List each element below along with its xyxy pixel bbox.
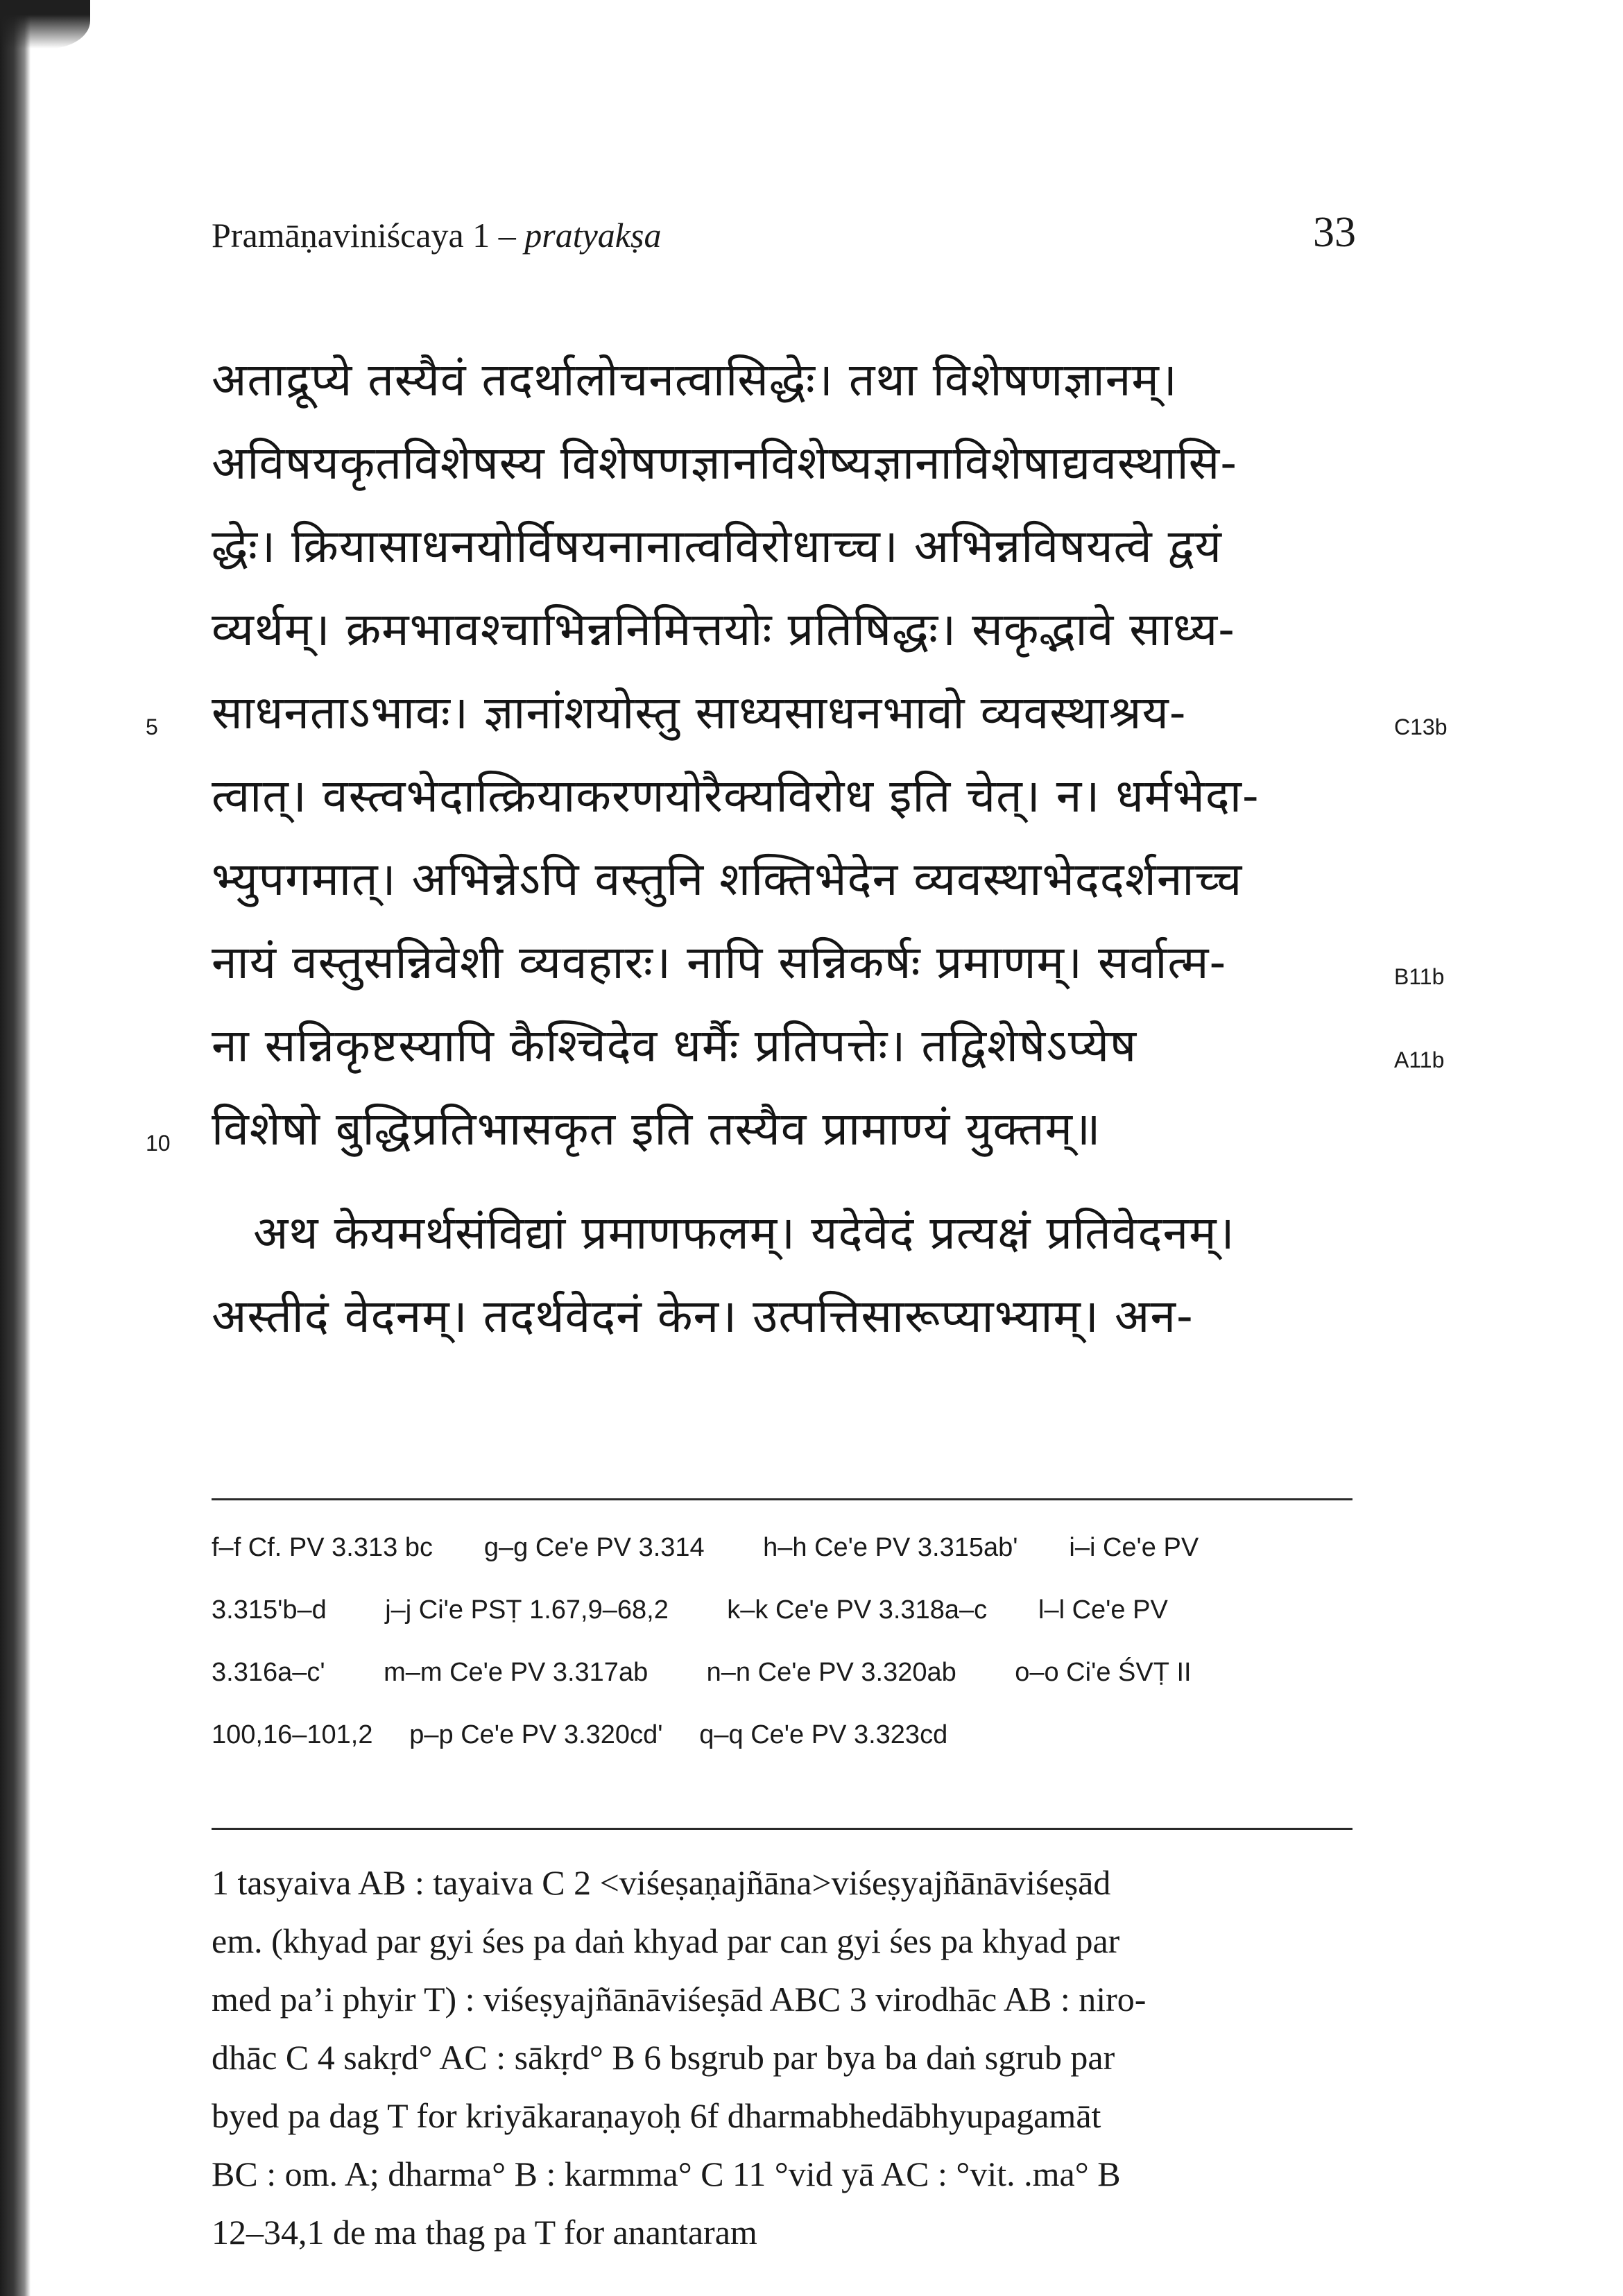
apparatus-line bbox=[212, 1658, 1356, 1720]
apparatus-text: 3.315'b–d j–j Ci'e PSṬ 1.67,9–68,2 k–k Ce'e PV 3.318a–c l–l Ce'e PV bbox=[212, 1595, 1168, 1625]
apparatus-line bbox=[212, 1720, 1356, 1783]
note-text: 12–34,1 de ma thag pa T for anantaram bbox=[212, 2213, 757, 2252]
apparatus-line bbox=[212, 1533, 1356, 1595]
note-line bbox=[212, 2096, 1356, 2154]
line-number: 5 bbox=[146, 714, 158, 739]
note-text: BC : om. A; dharma° B : karmma° C 11 °vid yā AC : °vit. .ma° B bbox=[212, 2154, 1121, 2193]
manuscript-folio-marker: B11b bbox=[1394, 964, 1445, 989]
note-line bbox=[212, 1979, 1356, 2037]
running-head bbox=[212, 208, 1356, 271]
manuscript-folio-marker: C13b bbox=[1394, 714, 1448, 739]
text-line bbox=[212, 347, 1349, 430]
critical-notes bbox=[212, 1862, 1356, 2270]
title-italic: pratyakṣa bbox=[524, 216, 662, 255]
scan-binding-edge bbox=[0, 0, 31, 2296]
text-line bbox=[212, 1200, 1349, 1283]
apparatus-text: 3.316a–c' m–m Ce'e PV 3.317ab n–n Ce'e PV 3.320ab o–o Ci'e ŚVṬ II bbox=[212, 1658, 1192, 1687]
text-line bbox=[212, 763, 1349, 846]
line-number: 10 bbox=[146, 1131, 171, 1156]
text-line bbox=[212, 1096, 1349, 1179]
apparatus-text: 100,16–101,2 p–p Ce'e PV 3.320cd' q–q Ce'e PV 3.323cd bbox=[212, 1720, 948, 1749]
note-text: dhāc C 4 sakṛd° AC : sākṛd° B 6 bsgrub par bya ba daṅ sgrub par bbox=[212, 2038, 1115, 2077]
note-line bbox=[212, 2154, 1356, 2212]
text-line bbox=[212, 513, 1349, 597]
note-text: em. (khyad par gyi śes pa daṅ khyad par can gyi śes pa khyad par bbox=[212, 1921, 1120, 1960]
devanagari-line: भ्युपगमात्। अभिन्नेऽपि वस्तुनि शक्तिभेदेन व्यवस्थाभेददर्शनाच्च bbox=[212, 853, 1243, 906]
devanagari-line: अताद्रूप्ये तस्यैवं तदर्थालोचनत्वासिद्धेः। तथा विशेषणज्ञानम्। bbox=[212, 353, 1178, 406]
page-number: 33 bbox=[1313, 209, 1356, 256]
devanagari-line: त्वात्। वस्त्वभेदात्क्रियाकरणयोरैक्यविरोध इति चेत्। न। धर्मभेदा- bbox=[212, 769, 1260, 823]
text-line bbox=[212, 430, 1349, 513]
devanagari-line: द्धेः। क्रियासाधनयोर्विषयनानात्वविरोधाच्च। अभिन्नविषयत्वे द्वयं bbox=[212, 520, 1222, 573]
testimonia-apparatus bbox=[212, 1533, 1356, 1783]
manuscript-folio-marker: A11b bbox=[1394, 1047, 1445, 1072]
text-line bbox=[212, 1013, 1349, 1096]
apparatus-divider bbox=[212, 1498, 1352, 1500]
devanagari-line: ना सन्निकृष्टस्यापि कैश्चिदेव धर्मैः प्रतिपत्तेः। तद्विशेषेऽप्येष bbox=[212, 1019, 1137, 1072]
devanagari-line: नायं वस्तुसन्निवेशी व्यवहारः। नापि सन्निकर्षः प्रमाणम्। सर्वात्म- bbox=[212, 936, 1227, 989]
text-line bbox=[212, 929, 1349, 1013]
devanagari-line: अविषयकृतविशेषस्य विशेषणज्ञानविशेष्यज्ञानाविशेषाद्यवस्थासि- bbox=[212, 436, 1238, 490]
title-roman: Pramāṇaviniścaya 1 – bbox=[212, 216, 525, 255]
devanagari-line: विशेषो बुद्धिप्रतिभासकृत इति तस्यैव प्रामाण्यं युक्तम्॥ bbox=[212, 1102, 1101, 1156]
note-line bbox=[212, 2212, 1356, 2270]
note-line bbox=[212, 2037, 1356, 2096]
text-line bbox=[212, 1283, 1349, 1367]
apparatus-line bbox=[212, 1595, 1356, 1658]
devanagari-line: साधनताऽभावः। ज्ञानांशयोस्तु साध्यसाधनभावो व्यवस्थाश्रय- bbox=[212, 686, 1187, 739]
running-head-title bbox=[212, 215, 661, 255]
note-text: 1 tasyaiva AB : tayaiva C 2 <viśeṣaṇajñāna>viśeṣyajñānāviśeṣād bbox=[212, 1863, 1111, 1902]
note-line bbox=[212, 1862, 1356, 1921]
apparatus-text: f–f Cf. PV 3.313 bc g–g Ce'e PV 3.314 h–h Ce'e PV 3.315ab' i–i Ce'e PV bbox=[212, 1533, 1199, 1562]
note-text: byed pa dag T for kriyākaraṇayoḥ 6f dharmabhedābhyupagamāt bbox=[212, 2096, 1101, 2135]
notes-divider bbox=[212, 1828, 1352, 1830]
note-text: med pa’i phyir T) : viśeṣyajñānāviśeṣād ABC 3 virodhāc AB : niro- bbox=[212, 1980, 1147, 2019]
text-line bbox=[212, 680, 1349, 763]
devanagari-line: अथ केयमर्थसंविद्यां प्रमाणफलम्। यदेवेदं प्रत्यक्षं प्रतिवेदनम्। bbox=[253, 1206, 1235, 1260]
note-line bbox=[212, 1921, 1356, 1979]
devanagari-line: व्यर्थम्। क्रमभावश्चाभिन्ननिमित्तयोः प्रतिषिद्धः। सकृद्भावे साध्य- bbox=[212, 603, 1235, 656]
devanagari-line: अस्तीदं वेदनम्। तदर्थवेदनं केन। उत्पत्तिसारूप्याभ्याम्। अन- bbox=[212, 1290, 1194, 1343]
text-line bbox=[212, 846, 1349, 929]
text-line bbox=[212, 597, 1349, 680]
